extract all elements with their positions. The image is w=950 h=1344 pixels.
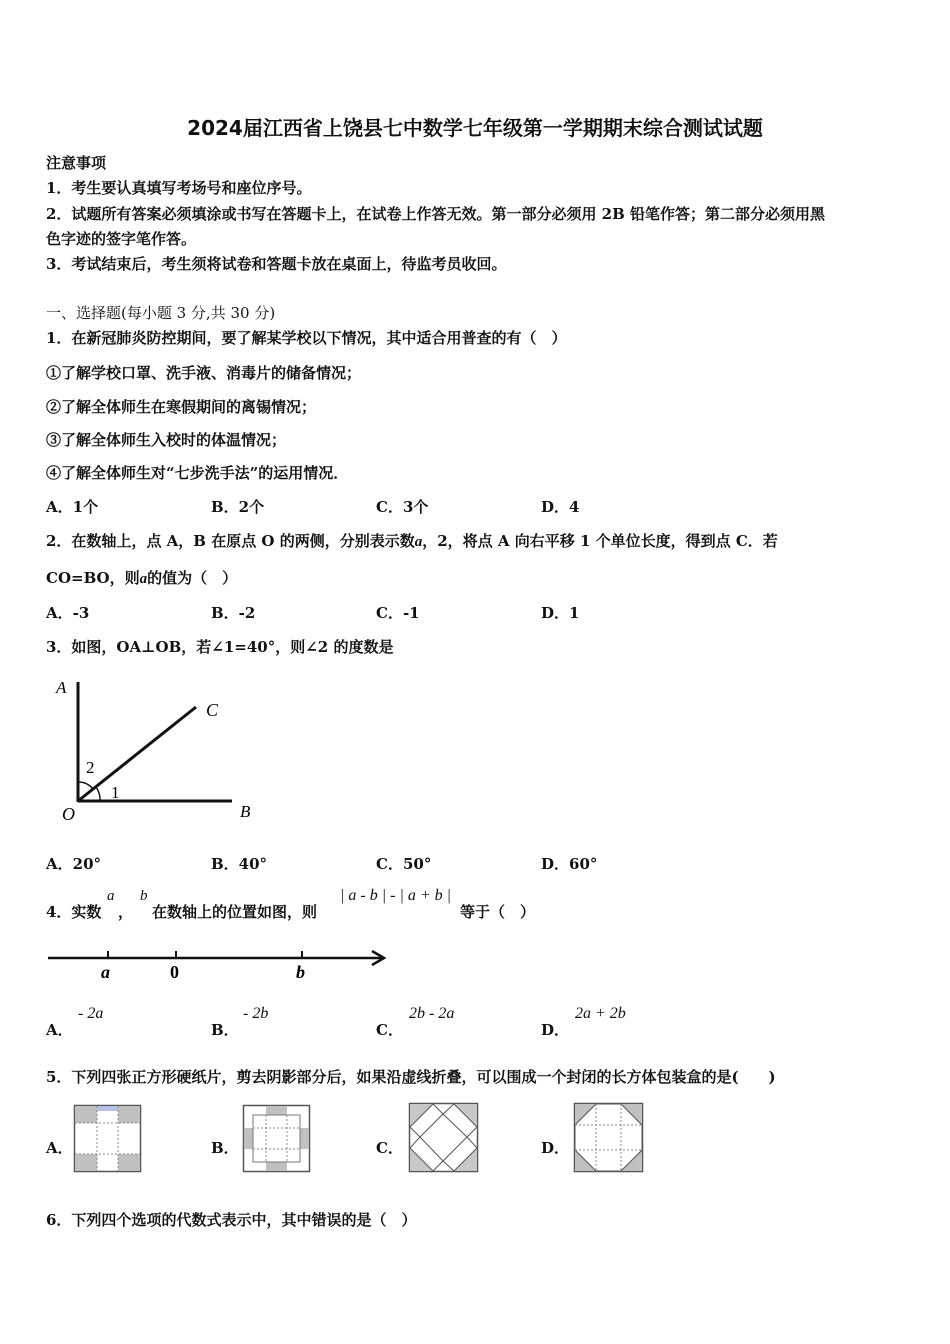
axis-label-b: b [296, 962, 305, 982]
question-1-stem: 1．在新冠肺炎防控期间，要了解某学校以下情况，其中适合用普查的有（ ） [46, 329, 567, 347]
question-1-item: ②了解全体师生在寒假期间的离锡情况； [46, 398, 317, 416]
option-a: A．1个 [46, 498, 99, 516]
question-2-stem-line2 [46, 567, 237, 588]
variable-a: a [139, 571, 148, 587]
option-a: A．-3 [46, 604, 90, 622]
option-d-expression: 2a + 2b [575, 1005, 626, 1022]
angle-2-arc [78, 782, 93, 789]
section-heading: 一、选择题(每小题 3 分,共 30 分) [46, 304, 276, 322]
question-4-text-mid: 在数轴上的位置如图，则 [152, 903, 318, 921]
option-b: B． [211, 1021, 239, 1039]
question-4-text-end: 等于（ ） [460, 903, 536, 921]
question-2-text: ，2，将点 A 向右平移 1 个单位长度，得到点 C．若 [422, 532, 778, 550]
option-c: C．50° [376, 855, 432, 873]
expression: | a - b | - | a + b | [340, 887, 452, 904]
option-a: A． [46, 1139, 73, 1157]
angle-1-arc [96, 787, 100, 801]
option-b: B． [211, 1139, 239, 1157]
option-d: D．60° [541, 855, 598, 873]
notice-item: 色字迹的签字笔作答。 [46, 230, 197, 248]
variable-a: a [414, 534, 423, 550]
option-d: D． [541, 1139, 570, 1157]
number-line [46, 945, 391, 985]
notice-item: 1．考生要认真填写考场号和座位序号。 [46, 179, 312, 197]
axis-label-a: a [101, 962, 110, 982]
option-b: B．2个 [211, 498, 265, 516]
notice-heading: 注意事项 [46, 154, 107, 172]
label-b: B [240, 802, 251, 821]
cardboard-d [574, 1103, 644, 1173]
question-3-stem: 3．如图，OA⊥OB，若∠1=40°，则∠2 的度数是 [46, 638, 394, 656]
option-a: A．20° [46, 855, 102, 873]
notice-item: 3．考试结束后，考生须将试卷和答题卡放在桌面上，待监考员收回。 [46, 255, 507, 273]
option-c: C． [376, 1139, 403, 1157]
axis-label-0: 0 [170, 962, 179, 982]
page-title: 2024届江西省上饶县七中数学七年级第一学期期末综合测试试题 [187, 116, 763, 140]
option-d: D．4 [541, 498, 580, 516]
label-o: O [62, 804, 75, 824]
option-d: D．1 [541, 604, 580, 622]
question-6-stem: 6．下列四个选项的代数式表示中，其中错误的是（ ） [46, 1211, 417, 1229]
option-c: C．3个 [376, 498, 429, 516]
variable-b: b [140, 888, 148, 904]
question-2-text: 2．在数轴上，点 A，B 在原点 O 的两侧，分别表示数 [46, 532, 415, 550]
option-c: C． [376, 1021, 403, 1039]
notice-item: 2．试题所有答案必须填涂或书写在答题卡上，在试卷上作答无效。第一部分必须用 2B 铅笔作答；第二部分必须用黑 [46, 205, 826, 223]
option-a: A． [46, 1021, 73, 1039]
question-2-stem [46, 530, 778, 551]
option-b: B．40° [211, 855, 268, 873]
question-1-item: ③了解全体师生入校时的体温情况； [46, 431, 287, 449]
ray-oc [78, 707, 196, 801]
label-a: A [56, 678, 67, 697]
option-b-expression: - 2b [243, 1005, 269, 1022]
question-2-text: 的值为（ ） [147, 569, 238, 587]
cardboard-c [409, 1103, 479, 1173]
cardboard-b [243, 1105, 311, 1173]
question-5-stem: 5．下列四张正方形硬纸片，剪去阴影部分后，如果沿虚线折叠，可以围成一个封闭的长方体包装盒的是( ) [46, 1068, 776, 1086]
question-4-text-start: 4．实数 [46, 903, 102, 921]
option-a-expression: - 2a [78, 1005, 104, 1022]
option-b: B．-2 [211, 604, 256, 622]
question-1-item: ④了解全体师生对“七步洗手法”的运用情况． [46, 464, 349, 482]
option-c: C．-1 [376, 604, 420, 622]
variable-a: a [107, 888, 115, 904]
option-d: D． [541, 1021, 570, 1039]
label-angle-1: 1 [111, 783, 120, 802]
question-4-sep: ， [118, 903, 134, 921]
cardboard-a [74, 1105, 142, 1173]
question-1-item: ①了解学校口罩、洗手液、消毒片的储备情况； [46, 364, 362, 382]
option-c-expression: 2b - 2a [409, 1005, 455, 1022]
label-c: C [206, 700, 219, 720]
question-2-text: CO=BO，则 [46, 569, 140, 587]
angle-figure [50, 670, 270, 830]
label-angle-2: 2 [86, 758, 95, 777]
